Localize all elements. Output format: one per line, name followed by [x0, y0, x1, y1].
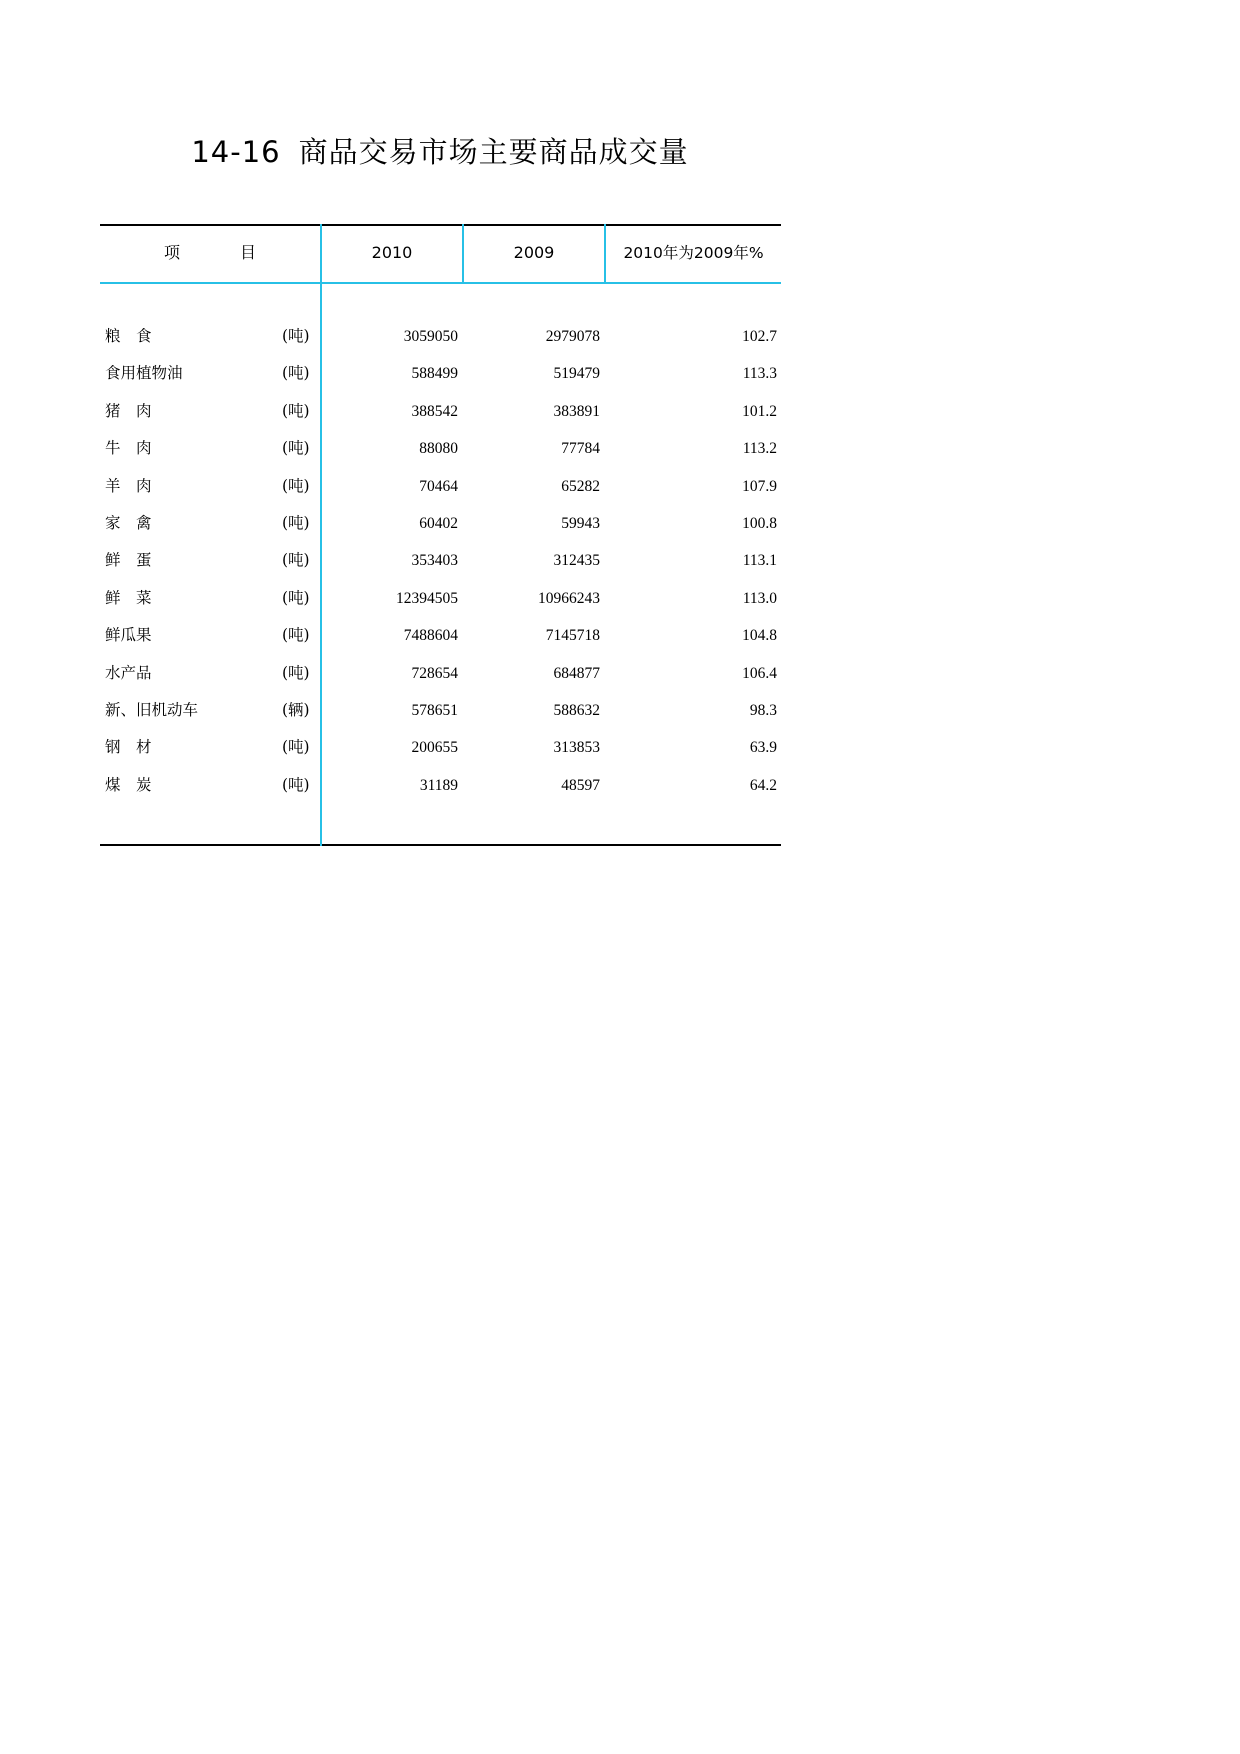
row-value-2009: 313853 [553, 739, 600, 757]
row-unit: (吨) [282, 588, 310, 607]
row-unit: (吨) [282, 738, 310, 757]
table-row [100, 430, 781, 467]
table-row [100, 393, 781, 430]
row-value-2009: 77784 [561, 440, 600, 458]
row-percent: 98.3 [749, 701, 777, 719]
row-value-2009: 519479 [553, 365, 600, 383]
row-unit: (吨) [282, 551, 310, 570]
row-percent: 63.9 [749, 739, 777, 757]
row-value-2009: 588632 [553, 701, 600, 719]
row-percent: 104.8 [742, 627, 777, 645]
row-value-2010: 88080 [419, 440, 458, 458]
header-item-right: 目 [240, 243, 257, 262]
row-name: 鲜瓜果 [105, 626, 152, 645]
row-unit: (吨) [282, 401, 310, 420]
row-value-2010: 3059050 [403, 328, 458, 345]
row-unit: (吨) [282, 775, 310, 794]
row-unit: (吨) [282, 364, 310, 383]
row-name: 羊 肉 [105, 476, 152, 495]
row-percent: 113.0 [742, 589, 777, 607]
table-row [100, 505, 781, 542]
table-row [100, 580, 781, 617]
header-ratio: 2010年为2009年% [623, 244, 764, 262]
header-2009: 2009 [513, 243, 555, 262]
row-value-2010: 31189 [419, 776, 458, 794]
data-table [100, 224, 781, 846]
row-value-2010: 7488604 [403, 627, 458, 645]
row-value-2010: 728654 [411, 664, 458, 682]
row-value-2010: 70464 [419, 477, 458, 495]
row-unit: (辆) [282, 700, 310, 719]
row-value-2010: 353403 [411, 552, 458, 570]
row-unit: (吨) [282, 663, 310, 682]
row-unit: (吨) [282, 626, 310, 645]
row-name: 新、旧机动车 [105, 700, 199, 719]
row-value-2009: 59943 [561, 514, 600, 532]
row-value-2009: 383891 [553, 402, 600, 420]
row-name: 家 禽 [105, 513, 152, 532]
row-unit: (吨) [282, 439, 310, 458]
row-name: 煤 炭 [105, 775, 152, 794]
table-row [100, 692, 781, 729]
row-name: 食用植物油 [105, 364, 183, 383]
row-percent: 101.2 [742, 402, 777, 420]
row-value-2009: 48597 [561, 776, 600, 794]
table-row [100, 542, 781, 579]
row-name: 猪 肉 [105, 401, 152, 420]
row-value-2009: 7145718 [545, 627, 600, 645]
row-percent: 113.1 [742, 552, 777, 570]
row-value-2010: 200655 [411, 739, 458, 757]
row-percent: 100.8 [742, 514, 777, 532]
header-bottom-rule [100, 282, 781, 284]
row-name: 鲜 菜 [105, 588, 152, 607]
row-unit: (吨) [282, 513, 310, 532]
row-value-2009: 684877 [553, 664, 600, 682]
table-row [100, 355, 781, 392]
row-value-2009: 312435 [553, 552, 600, 570]
row-value-2010: 12394505 [396, 589, 458, 607]
row-unit: (吨) [282, 476, 310, 495]
row-name: 鲜 蛋 [105, 551, 152, 570]
row-name: 牛 肉 [105, 439, 152, 458]
table-bottom-rule [100, 844, 781, 846]
row-name: 水产品 [105, 663, 152, 682]
row-value-2009: 2979078 [545, 328, 600, 345]
table-row [100, 655, 781, 692]
table-row [100, 767, 781, 804]
row-name: 钢 材 [105, 738, 152, 757]
header-item-left: 项 [163, 243, 180, 262]
table-row [100, 729, 781, 766]
row-unit: (吨) [282, 327, 310, 345]
row-value-2009: 65282 [561, 477, 600, 495]
row-percent: 113.3 [742, 365, 777, 383]
header-item [100, 224, 320, 282]
header-2010: 2010 [371, 243, 413, 262]
table-row [100, 318, 781, 355]
row-value-2010: 60402 [419, 514, 458, 532]
row-percent: 102.7 [742, 328, 777, 345]
table-row [100, 617, 781, 654]
row-value-2010: 588499 [411, 365, 458, 383]
page-title [0, 130, 880, 171]
row-value-2009: 10966243 [538, 589, 600, 607]
row-percent: 107.9 [742, 477, 777, 495]
table-number: 14-16 [191, 135, 281, 169]
table-title: 商品交易市场主要商品成交量 [298, 135, 689, 169]
row-value-2010: 578651 [411, 701, 458, 719]
row-percent: 113.2 [742, 440, 777, 458]
row-name: 粮 食 [105, 327, 152, 345]
table-body [100, 318, 781, 804]
row-percent: 106.4 [742, 664, 777, 682]
row-value-2010: 388542 [411, 402, 458, 420]
table-row [100, 468, 781, 505]
row-percent: 64.2 [749, 776, 777, 794]
